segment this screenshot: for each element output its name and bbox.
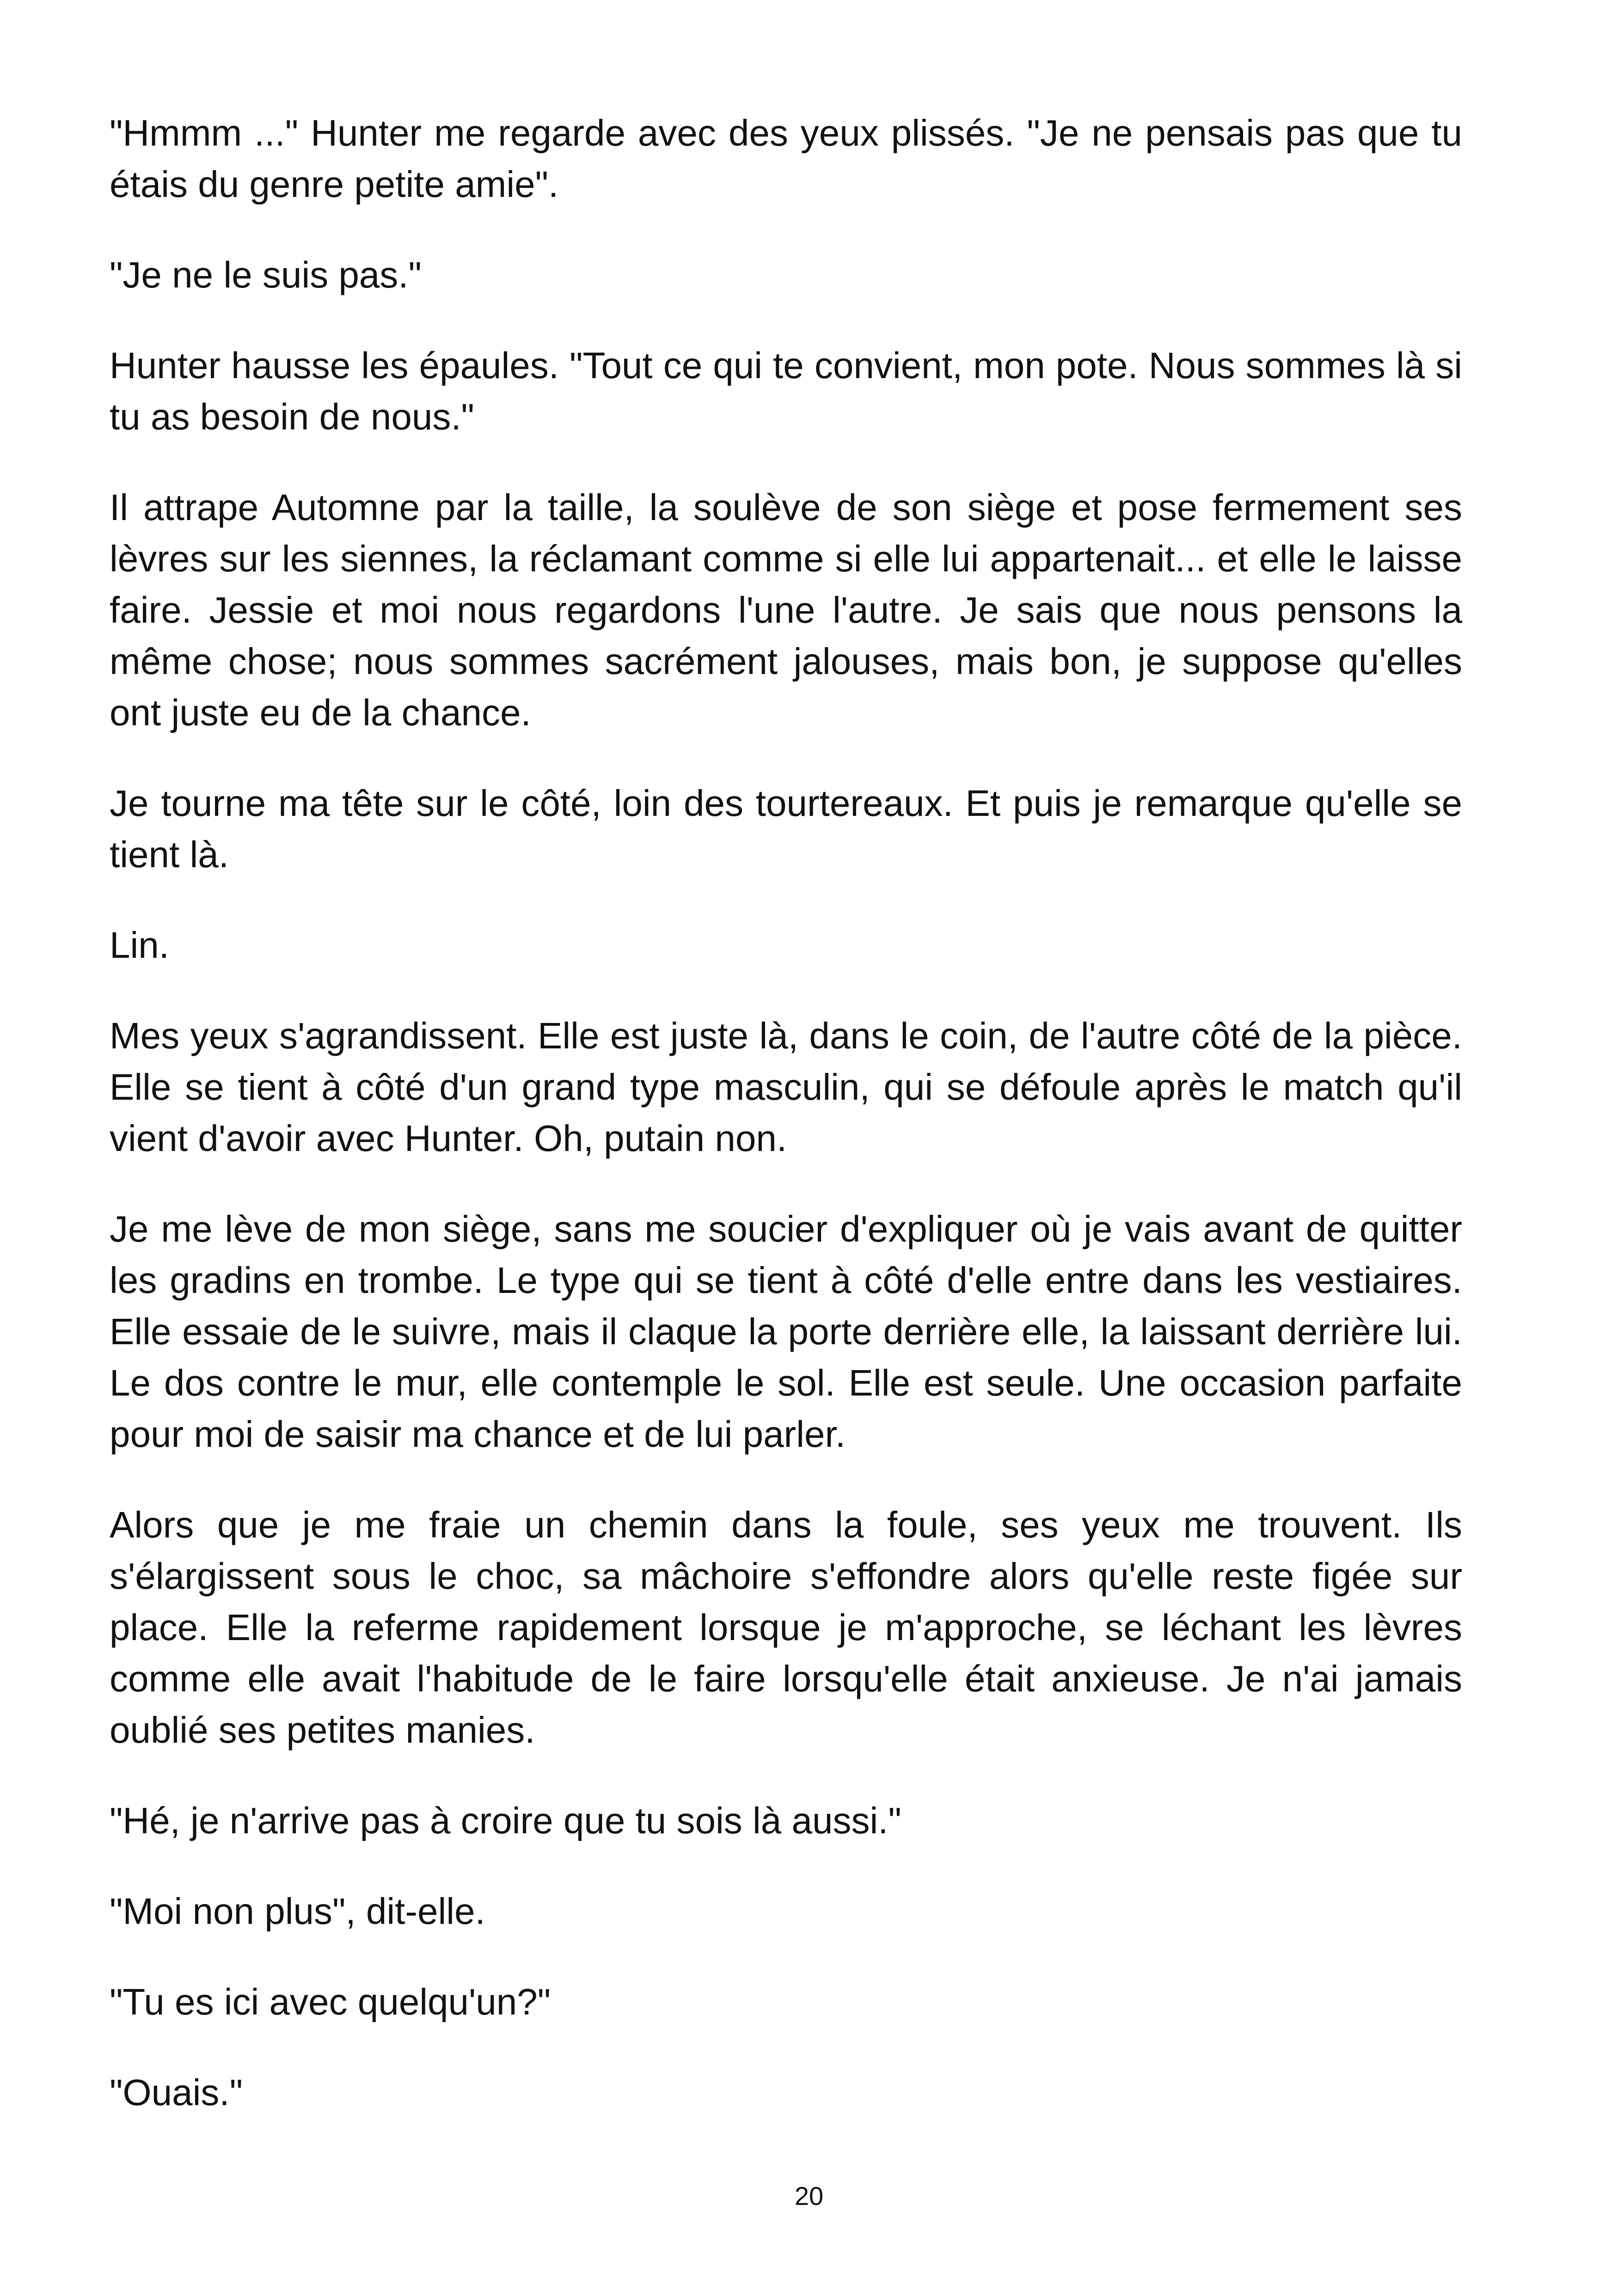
paragraph: Lin.	[110, 925, 169, 966]
paragraph: "Moi non plus", dit-elle.	[110, 1891, 485, 1932]
paragraph: Il attrape Automne par la taille, la soulève de son siège et pose fermement ses lèvres sur les siennes, la réclamant comme si elle lui appartenait... et elle le laisse faire. Jessie et moi nous regardons l'une l'autre. Je sais que nous pensons la même chose; nous sommes sacrément jalouses, mais bon, je suppose qu'elles ont juste eu de la chance.	[110, 487, 1462, 733]
paragraph: Je me lève de mon siège, sans me soucier d'expliquer où je vais avant de quitter les gradins en trombe. Le type qui se tient à côté d'elle entre dans les vestiaires. Elle essaie de le suivre, mais il claque la porte derrière elle, la laissant derrière lui. Le dos contre le mur, elle contemple le sol. Elle est seule. Une occasion parfaite pour moi de saisir ma chance et de lui parler.	[110, 1208, 1462, 1455]
body-text	[110, 107, 1462, 2157]
paragraph: Mes yeux s'agrandissent. Elle est juste là, dans le coin, de l'autre côté de la pièce. Elle se tient à côté d'un grand type masculin, qui se défoule après le match qu'il vient d'avoir avec Hunter. Oh, putain non.	[110, 1015, 1462, 1159]
paragraph: Alors que je me fraie un chemin dans la foule, ses yeux me trouvent. Ils s'élargissent sous le choc, sa mâchoire s'effondre alors qu'elle reste figée sur place. Elle la referme rapidement lorsque je m'approche, se léchant les lèvres comme elle avait l'habitude de le faire lorsqu'elle était anxieuse. Je n'ai jamais oublié ses petites manies.	[110, 1504, 1462, 1751]
paragraph: "Hmmm ..." Hunter me regarde avec des yeux plissés. "Je ne pensais pas que tu étais du genre petite amie".	[110, 112, 1462, 205]
paragraph: "Tu es ici avec quelqu'un?"	[110, 1981, 551, 2022]
paragraph: Je tourne ma tête sur le côté, loin des tourtereaux. Et puis je remarque qu'elle se tient là.	[110, 783, 1462, 875]
paragraph: Hunter hausse les épaules. "Tout ce qui te convient, mon pote. Nous sommes là si tu as besoin de nous."	[110, 345, 1462, 437]
paragraph: "Je ne le suis pas."	[110, 254, 422, 295]
paragraph: "Ouais."	[110, 2072, 243, 2113]
page-number: 20	[794, 2181, 824, 2210]
paragraph: "Hé, je n'arrive pas à croire que tu sois là aussi."	[110, 1800, 901, 1841]
